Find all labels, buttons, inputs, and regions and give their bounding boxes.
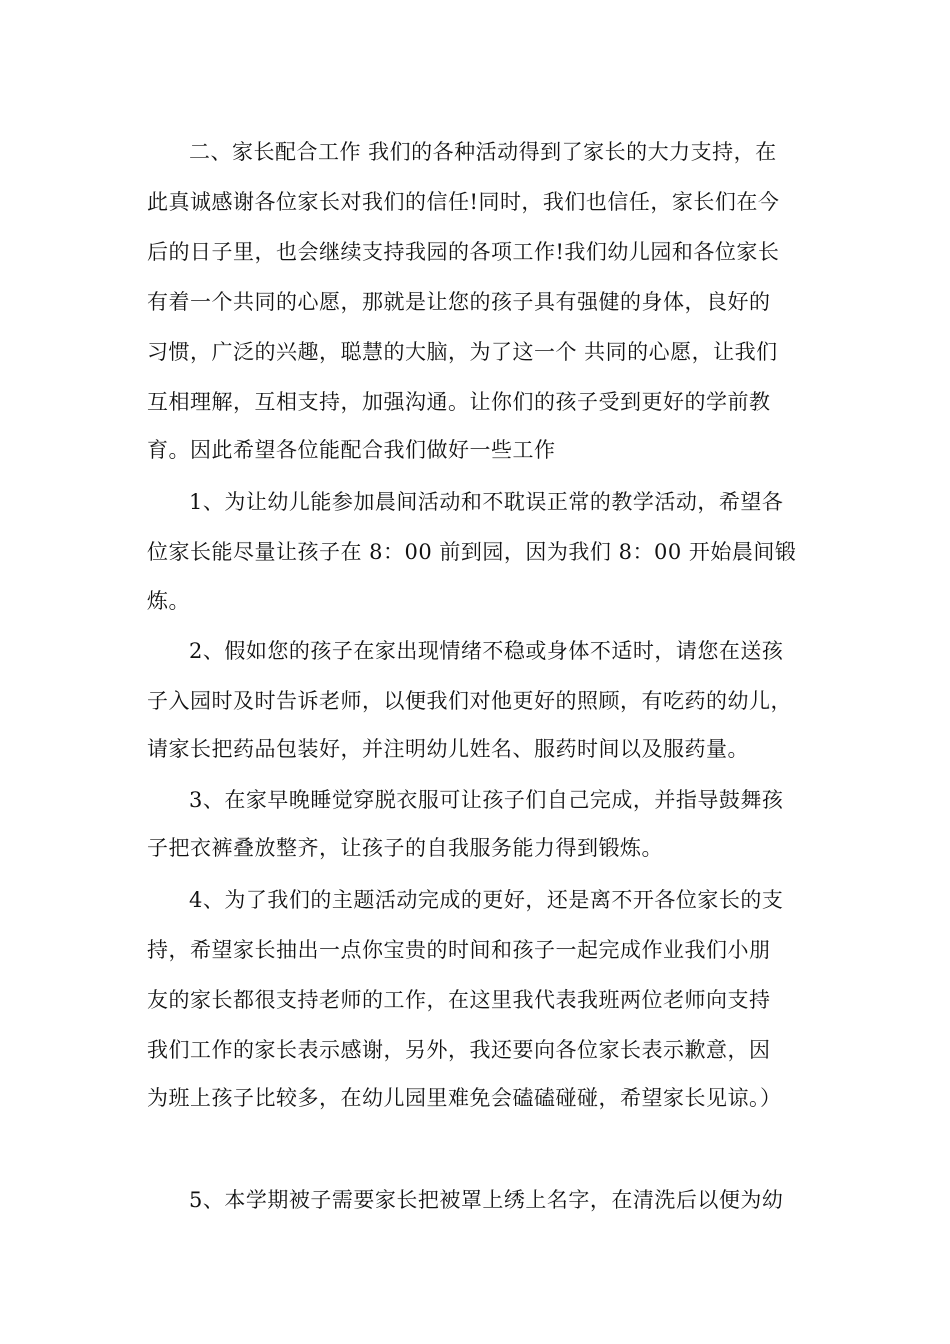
text-line: 有着一个共同的心愿，那就是让您的孩子具有强健的身体，良好的 xyxy=(147,290,771,314)
text-line: 1、为让幼儿能参加晨间活动和不耽误正常的教学活动，希望各 xyxy=(189,490,784,514)
text-line: 为班上孩子比较多，在幼儿园里难免会磕磕碰碰，希望家长见谅。） xyxy=(147,1086,782,1110)
text-line: 此真诚感谢各位家长对我们的信任!同时，我们也信任，家长们在今 xyxy=(147,190,780,214)
text-line: 持，希望家长抽出一点你宝贵的时间和孩子一起完成作业我们小朋 xyxy=(147,938,771,962)
text-line: 2、假如您的孩子在家出现情绪不稳或身体不适时，请您在送孩 xyxy=(189,639,784,663)
text-line: 子把衣裤叠放整齐，让孩子的自我服务能力得到锻炼。 xyxy=(147,836,663,860)
text-line: 习惯，广泛的兴趣，聪慧的大脑，为了这一个 共同的心愿，让我们 xyxy=(147,340,778,364)
text-line: 后的日子里，也会继续支持我园的各项工作!我们幼儿园和各位家长 xyxy=(147,240,780,264)
text-line: 4、为了我们的主题活动完成的更好，还是离不开各位家长的支 xyxy=(189,888,784,912)
text-line: 子入园时及时告诉老师，以便我们对他更好的照顾，有吃药的幼儿， xyxy=(147,689,792,713)
text-line: 育。因此希望各位能配合我们做好一些工作 xyxy=(147,438,556,462)
text-line: 5、本学期被子需要家长把被罩上绣上名字，在清洗后以便为幼 xyxy=(189,1188,784,1212)
text-line: 友的家长都很支持老师的工作，在这里我代表我班两位老师向支持 xyxy=(147,988,771,1012)
text-line: 位家长能尽量让孩子在 8：00 前到园，因为我们 8：00 开始晨间锻 xyxy=(147,540,797,564)
text-line: 我们工作的家长表示感谢，另外，我还要向各位家长表示歉意，因 xyxy=(147,1038,771,1062)
text-line: 二、家长配合工作 我们的各种活动得到了家长的大力支持，在 xyxy=(189,140,777,164)
text-line: 请家长把药品包装好，并注明幼儿姓名、服药时间以及服药量。 xyxy=(147,737,749,761)
text-line: 互相理解，互相支持，加强沟通。让你们的孩子受到更好的学前教 xyxy=(147,390,771,414)
text-line: 3、在家早晚睡觉穿脱衣服可让孩子们自己完成，并指导鼓舞孩 xyxy=(189,788,784,812)
text-line: 炼。 xyxy=(147,589,190,613)
